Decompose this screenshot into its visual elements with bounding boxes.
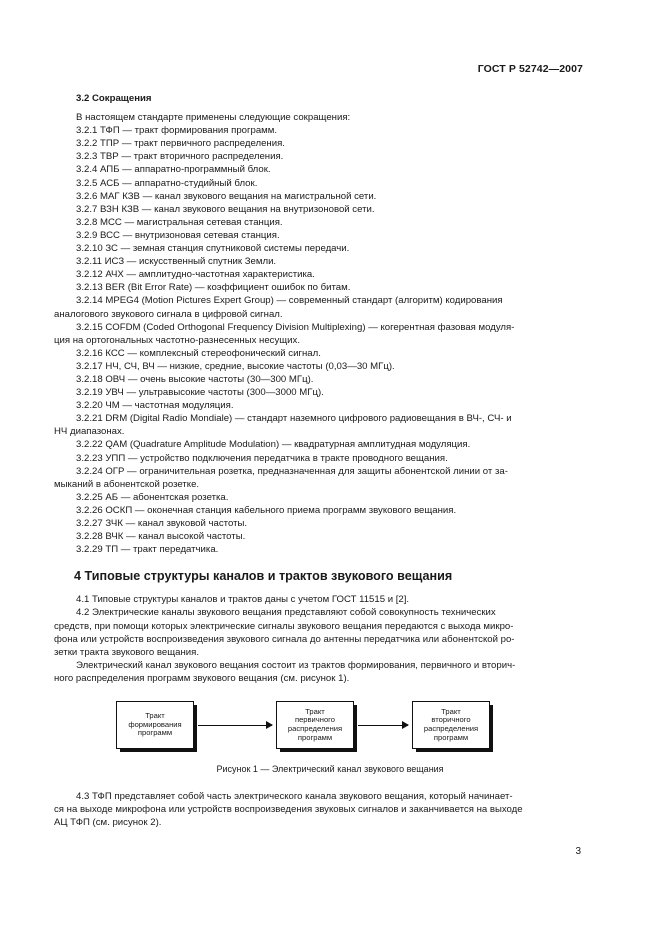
list-item: 3.2.3 ТВР — тракт вторичного распределения. <box>76 151 284 163</box>
abbrev-list-1 <box>76 124 584 294</box>
list-item-15-line2: ция на ортогональных частотно-разнесенных несущих. <box>54 334 300 346</box>
list-item: 3.2.19 УВЧ — ультравысокие частоты (300—3000 МГц). <box>76 387 324 399</box>
list-item-15-line1: 3.2.15 COFDM (Coded Orthogonal Frequency Division Multiplexing) — когерентная фазовая модуля- <box>76 321 515 333</box>
main-content <box>54 92 584 829</box>
list-item: 3.2.9 ВСС — внутризоновая сетевая станция. <box>76 229 280 241</box>
list-item-24-line1: 3.2.24 ОГР — ограничительная розетка, предназначенная для защиты абонентской линии от за- <box>76 465 508 477</box>
abbrev-list-2 <box>76 347 584 412</box>
paragraph-channel-line2: ного распределения программ звукового вещания (см. рисунок 1). <box>54 672 350 684</box>
box-line: первичного <box>294 715 336 725</box>
arrow-2 <box>358 725 408 726</box>
paragraph-4-3-line1: 4.3 ТФП представляет собой часть электрического канала звукового вещания, который начинает- <box>76 791 513 803</box>
list-item: 3.2.8 МСС — магистральная сетевая станция. <box>76 216 283 228</box>
list-item: 3.2.2 ТПР — тракт первичного распределения. <box>76 138 285 150</box>
section-3-2-intro: В настоящем стандарте применены следующие сокращения: <box>76 112 351 124</box>
list-item: 3.2.5 АСБ — аппаратно-студийный блок. <box>76 177 258 189</box>
list-item: 3.2.10 ЗС — земная станция спутниковой системы передачи. <box>76 243 350 255</box>
box-line: вторичного <box>431 715 471 725</box>
box-secondary-distribution <box>412 701 490 749</box>
paragraph-channel-line1: Электрический канал звукового вещания состоит из трактов формирования, первичного и вторич- <box>76 659 516 671</box>
list-item: 3.2.1 ТФП — тракт формирования программ. <box>76 125 278 137</box>
list-item-21-line2: НЧ диапазонах. <box>54 426 125 438</box>
list-item: 3.2.23 УПП — устройство подключения передатчика в тракте проводного вещания. <box>76 452 448 464</box>
paragraph-4-2-line1: 4.2 Электрические каналы звукового вещания представляют собой совокупность технических <box>76 607 496 619</box>
list-item: 3.2.16 КСС — комплексный стереофонический сигнал. <box>76 347 321 359</box>
box-primary-distribution <box>276 701 354 749</box>
standard-id: ГОСТ Р 52742—2007 <box>477 63 583 75</box>
paragraph-4-1: 4.1 Типовые структуры каналов и трактов даны с учетом ГОСТ 11515 и [2]. <box>76 594 410 606</box>
paragraph-4-2-line4: зетки тракта звукового вещания. <box>54 646 199 658</box>
list-item: 3.2.20 ЧМ — частотная модуляция. <box>76 400 234 412</box>
section-4-heading: 4 Типовые структуры каналов и трактов звукового вещания <box>74 569 453 584</box>
list-item-21-line1: 3.2.21 DRM (Digital Radio Mondiale) — стандарт наземного цифрового радиовещания в ВЧ-, СЧ- и <box>76 413 512 425</box>
list-item: 3.2.25 АБ — абонентская розетка. <box>76 491 229 503</box>
abbrev-list-3 <box>76 438 584 464</box>
box-line: Тракт <box>441 706 461 716</box>
abbrev-list-4 <box>76 491 584 556</box>
box-line: программ <box>297 732 333 742</box>
page-number: 3 <box>575 846 581 857</box>
list-item: 3.2.18 ОВЧ — очень высокие частоты (30—300 МГц). <box>76 373 314 385</box>
list-item: 3.2.28 ВЧК — канал высокой частоты. <box>76 531 246 543</box>
paragraph-4-2-line2: средств, при помощи которых электрические сигналы звукового вещания передаются с выхода микро- <box>54 620 514 632</box>
list-item: 3.2.13 BER (Bit Error Rate) — коэффициент ошибок по битам. <box>76 282 351 294</box>
list-item: 3.2.12 АЧХ — амплитудно-частотная характеристика. <box>76 269 315 281</box>
list-item: 3.2.6 МАГ КЗВ — канал звукового вещания на магистральной сети. <box>76 190 377 202</box>
paragraph-4-3-line2: ся на выходе микрофона или устройств воспроизведения звуковых сигналов и заканчивается на выходе <box>54 804 523 816</box>
list-item: 3.2.17 НЧ, СЧ, ВЧ — низкие, средние, высокие частоты (0,03—30 МГц). <box>76 360 395 372</box>
box-line: Тракт <box>145 711 165 721</box>
box-line: распределения <box>423 724 479 734</box>
list-item: 3.2.11 ИСЗ — искусственный спутник Земли. <box>76 256 277 268</box>
list-item: 3.2.4 АПБ — аппаратно-программный блок. <box>76 164 271 176</box>
figure-1-caption: Рисунок 1 — Электрический канал звукового вещания <box>216 764 444 775</box>
list-item: 3.2.26 ОСКП — оконечная станция кабельного приема программ звукового вещания. <box>76 504 457 516</box>
box-line: программ <box>433 732 469 742</box>
arrow-1 <box>198 725 272 726</box>
box-line: распределения <box>287 724 343 734</box>
box-line: формирования <box>128 719 182 729</box>
list-item: 3.2.7 ВЗН КЗВ — канал звукового вещания на внутризоновой сети. <box>76 203 375 215</box>
box-line: Тракт <box>305 706 325 716</box>
list-item-24-line2: мыканий в абонентской розетке. <box>54 478 200 490</box>
section-3-2-heading: 3.2 Сокращения <box>76 93 152 104</box>
box-program-formation <box>116 701 194 749</box>
paragraph-4-3-line3: АЦ ТФП (см. рисунок 2). <box>54 817 162 829</box>
list-item: 3.2.29 ТП — тракт передатчика. <box>76 544 219 556</box>
list-item: 3.2.22 QAM (Quadrature Amplitude Modulation) — квадратурная амплитудная модуляция. <box>76 439 471 451</box>
paragraph-4-2-line3: фона или устройств воспроизведения звукового сигнала до антенны передатчика или абонентской ро- <box>54 633 515 645</box>
figure-1-diagram <box>76 691 584 761</box>
list-item-14-line2: аналогового звукового сигнала в цифровой сигнал. <box>54 308 283 320</box>
box-line: программ <box>137 728 173 738</box>
list-item: 3.2.27 ЗЧК — канал звуковой частоты. <box>76 518 248 529</box>
list-item-14-line1: 3.2.14 MPEG4 (Motion Pictures Expert Group) — современный стандарт (алгоритм) кодирования <box>76 295 503 307</box>
